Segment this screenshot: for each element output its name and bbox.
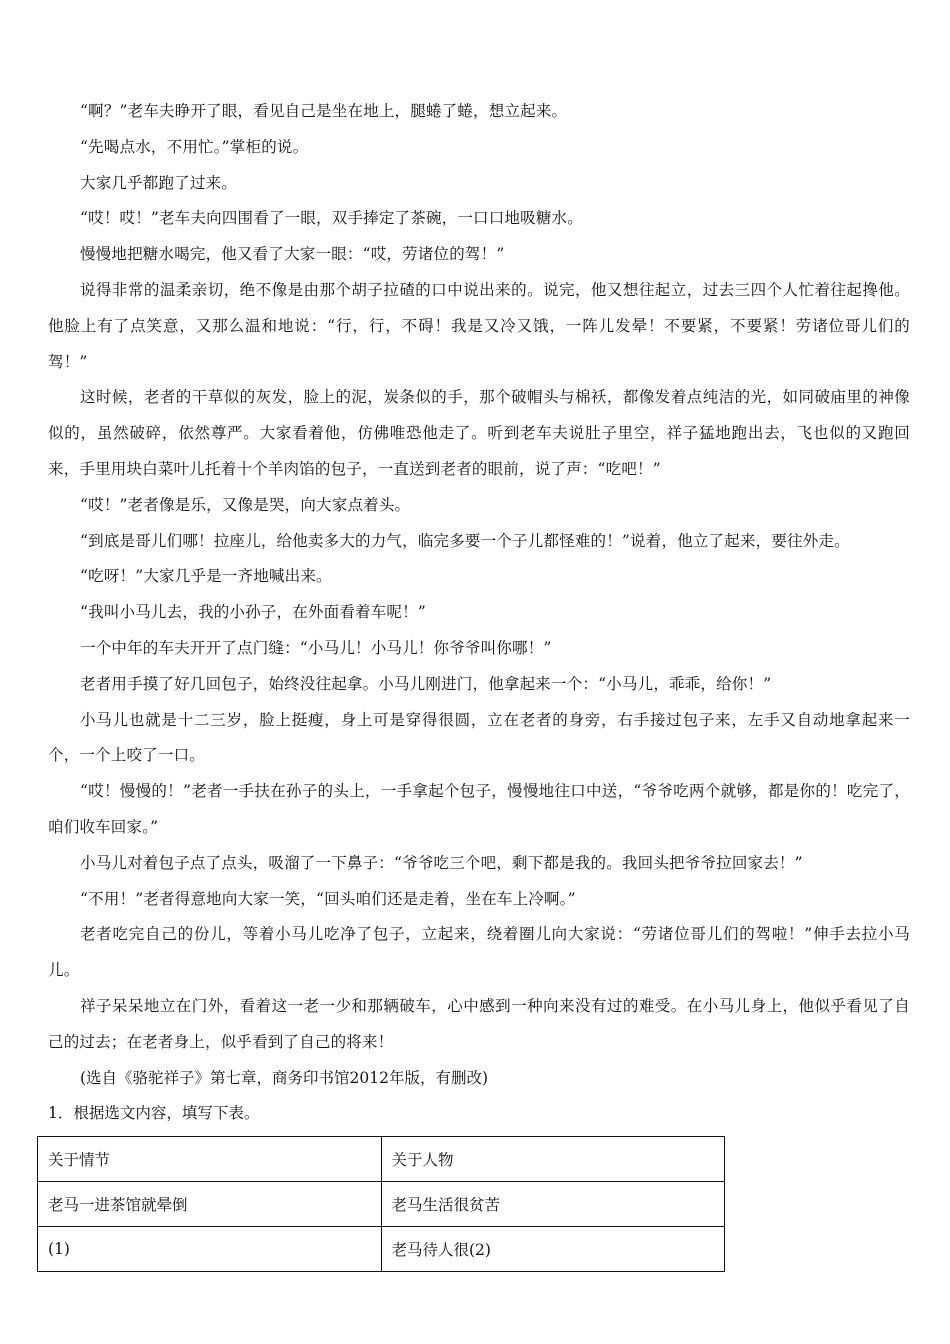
paragraph: 祥子呆呆地立在门外，看着这一老一少和那辆破车，心中感到一种向来没有过的难受。在小马儿身上，他似乎看见了自己的过去；在老者身上，似乎看到了自己的将来！ — [48, 996, 910, 1051]
paragraph: “哎！慢慢的！”老者一手扶在孙子的头上，一手拿起个包子，慢慢地往口中送，“爷爷吃两个就够，都是你的！吃完了，咱们收车回家。” — [48, 782, 910, 836]
paragraph: “哎！哎！”老车夫向四围看了一眼，双手捧定了茶碗，一口口地吸糖水。 — [80, 209, 583, 228]
source-citation: (选自《骆驼祥子》第七章，商务印书馆2012年版，有删改) — [80, 1068, 489, 1087]
paragraph: 慢慢地把糖水喝完，他又看了大家一眼：“哎，劳诸位的驾！” — [80, 245, 505, 264]
table-row — [38, 1227, 725, 1272]
question-title: 1．根据选文内容，填写下表。 — [48, 1104, 260, 1123]
paragraph: “到底是哥儿们哪！拉座儿，给他卖多大的力气，临完多要一个子儿都怪难的！”说着，他立了起来，要往外走。 — [80, 531, 850, 550]
paragraph: “啊？”老车夫睁开了眼，看见自己是坐在地上，腿蜷了蜷，想立起来。 — [80, 102, 568, 120]
table-header-cell-character: 关于人物 — [381, 1137, 725, 1182]
story-text — [48, 94, 910, 1061]
table-cell: 老马生活很贫苦 — [381, 1182, 725, 1227]
paragraph: 这时候，老者的干草似的灰发，脸上的泥，炭条似的手，那个破帽头与棉袄，都像发着点纯洁的光，如同破庙里的神像似的，虽然破碎，依然尊严。大家看着他，仿佛唯恐他走了。听到老车夫说肚子里空，祥子猛地跑出去，飞也似的又跑回来，手里用块白菜叶儿托着十个羊肉馅的包子，一直送到老者的眼前，说了声：“吃吧！” — [48, 388, 910, 478]
table-cell-blank-2[interactable]: 老马待人很(2) — [381, 1227, 725, 1272]
document-page — [48, 94, 910, 1272]
answer-table — [37, 1136, 725, 1272]
paragraph: 小马儿也就是十二三岁，脸上挺瘦，身上可是穿得很圆，立在老者的身旁，右手接过包子来，左手又自动地拿起来一个，一个上咬了一口。 — [48, 710, 910, 765]
paragraph: “先喝点水，不用忙。”掌柜的说。 — [80, 137, 309, 156]
paragraph: “我叫小马儿去，我的小孙子，在外面看着车呢！” — [80, 603, 426, 622]
table-header-cell-plot: 关于情节 — [38, 1137, 382, 1182]
paragraph: 小马儿对着包子点了点头，吸溜了一下鼻子：“爷爷吃三个吧，剩下都是我的。我回头把爷爷拉回家去！” — [80, 853, 803, 872]
paragraph: 一个中年的车夫开开了点门缝：“小马儿！小马儿！你爷爷叫你哪！” — [80, 638, 552, 657]
paragraph: “哎！”老者像是乐，又像是哭，向大家点着头。 — [80, 495, 411, 514]
table-cell: 老马一进茶馆就晕倒 — [38, 1182, 382, 1227]
paragraph: 老者用手摸了好几回包子，始终没往起拿。小马儿刚进门，他拿起来一个：“小马儿，乖乖，给你！” — [80, 674, 772, 693]
paragraph: 老者吃完自己的份儿，等着小马儿吃净了包子，立起来，绕着圈儿向大家说：“劳诸位哥儿们的驾啦！”伸手去拉小马儿。 — [48, 925, 910, 980]
paragraph: “不用！”老者得意地向大家一笑，“回头咱们还是走着，坐在车上冷啊。” — [80, 889, 576, 908]
paragraph: 说得非常的温柔亲切，绝不像是由那个胡子拉碴的口中说出来的。说完，他又想往起立，过去三四个人忙着往起搀他。他脸上有了点笑意，又那么温和地说：“行，行，不碍！我是又冷又饿，一阵儿发晕！不要紧，不要紧！劳诸位哥儿们的驾！” — [48, 280, 910, 371]
table-header-row — [38, 1137, 725, 1182]
paragraph: 大家几乎都跑了过来。 — [80, 173, 238, 192]
paragraph: “吃呀！”大家几乎是一齐地喊出来。 — [80, 567, 332, 586]
table-row — [38, 1182, 725, 1227]
table-cell-blank-1[interactable]: (1) — [38, 1227, 382, 1272]
